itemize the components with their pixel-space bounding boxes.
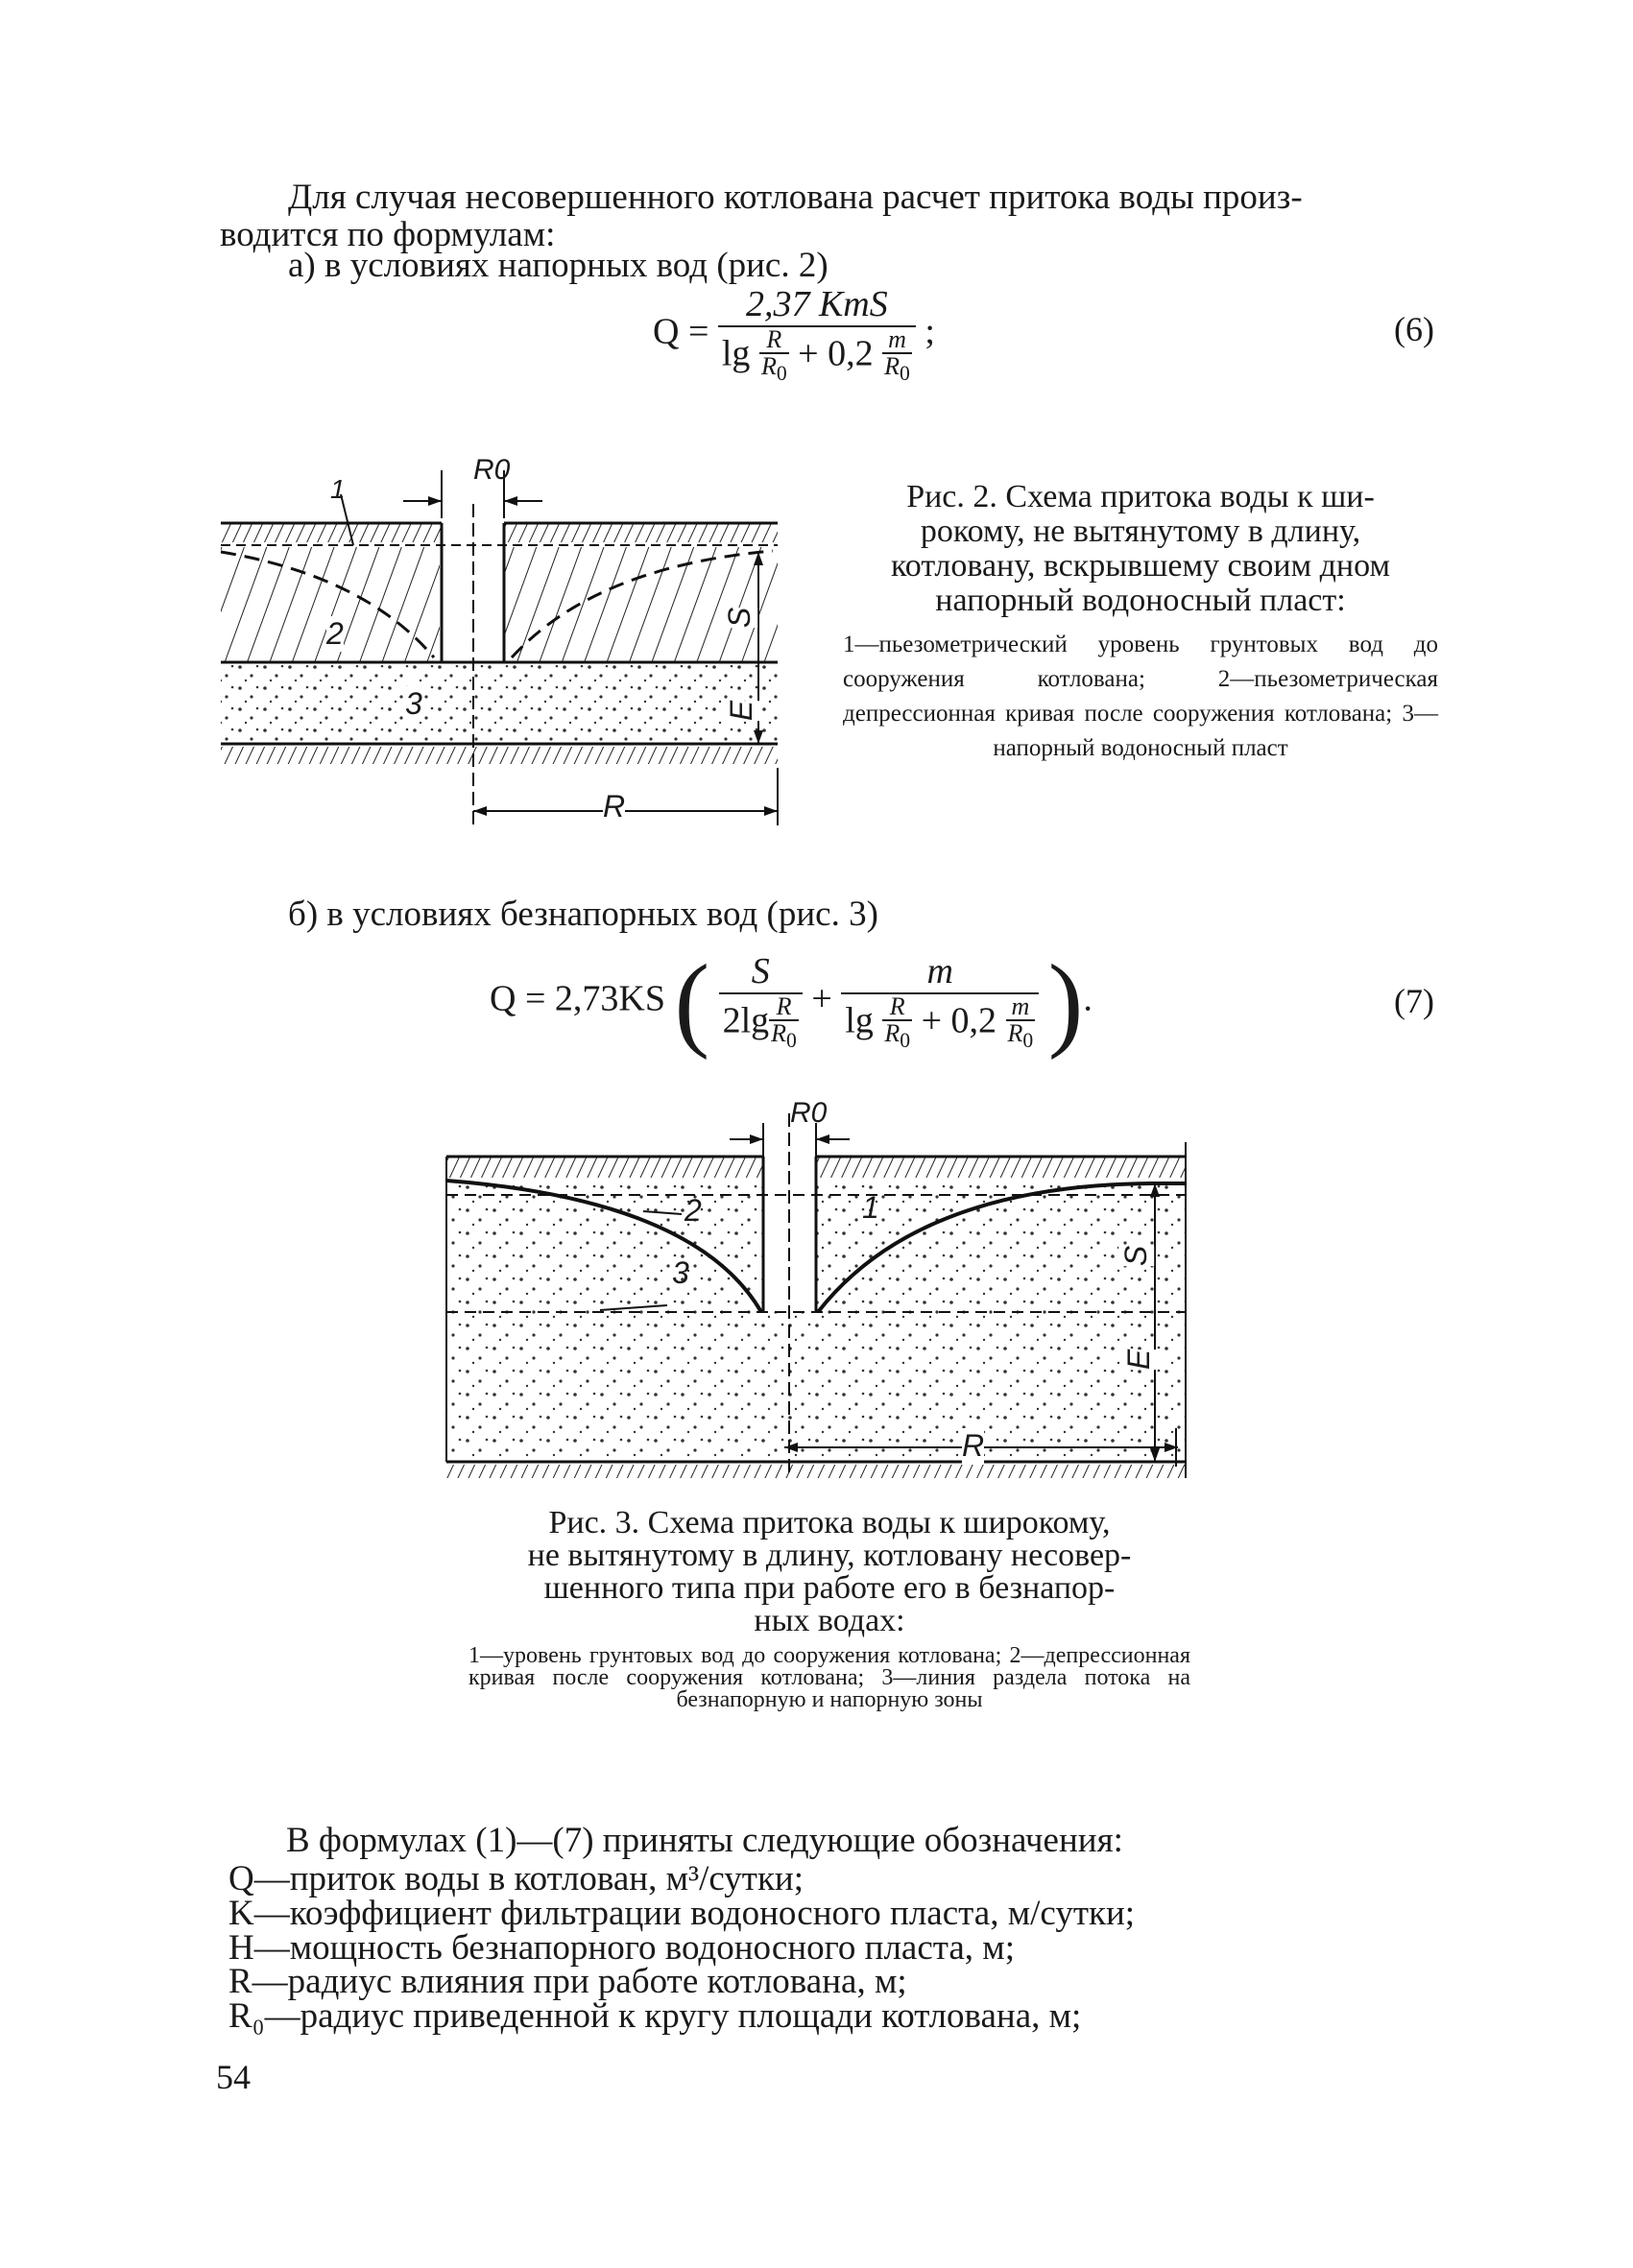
fig3-legend: 1—уровень грунтовых вод до сооружения котлована; 2—депрессионная кривая после сооружения котлована; 3—линия раздела потока на безнапорную и напорную зоны xyxy=(468,1643,1190,1712)
notation-item: K—коэффициент фильтрации водоносного пласта, м/сутки; xyxy=(228,1894,1136,1933)
fig3-label-3: 3 xyxy=(672,1255,689,1290)
fig2-label-s: S xyxy=(722,607,757,629)
fig2-legend: 1—пьезометрический уровень грунтовых вод до сооружения котлована; 2—пьезометрическая депрессионная кривая после сооружения котлована; 3—напорный водоносный пласт xyxy=(843,632,1438,761)
fig2-label-1: 1 xyxy=(330,474,346,504)
fig3-label-r0: R0 xyxy=(790,1097,828,1129)
fig2-caption-line: котловану, вскрывшему своим дном xyxy=(891,548,1390,584)
formula-7-term-2: m lg $\frac{R}{R_0}$ + 0,2 $\frac{m}{R_0}$ xyxy=(841,950,1039,1053)
formula-6: Q = 2,37 KmS lg $\frac{R}{R_0}$ + 0,2 $\frac{m}{R_0}$ ; xyxy=(653,284,935,386)
formula-7-term-1: S 2lg $\frac{R}{R_0}$ xyxy=(719,950,803,1053)
formula-7-number: (7) xyxy=(1394,982,1434,1020)
fig3-label-2: 2 xyxy=(684,1193,702,1228)
notation-item: R—радиус влияния при работе котлована, м; xyxy=(228,1962,907,2001)
formula-6-denominator: lg $\frac{R}{R_0}$ + 0,2 $\frac{m}{R_0}$ xyxy=(721,325,910,386)
fig3-caption xyxy=(468,1507,1190,1711)
intro-line-1: Для случая несовершенного котлована расчет притока воды произ- xyxy=(288,178,1303,217)
formula-7: Q = 2,73KS ( S 2lg $\frac{R}{R_0}$ + m lg $\frac{R}{R_0}$ + 0,2 $\frac{m}{R_0}$ ). xyxy=(490,943,1093,1061)
formula-6-numerator: 2,37 KmS xyxy=(718,283,916,327)
fig3-caption-line: Рис. 3. Схема притока воды к широкому, xyxy=(548,1505,1111,1540)
formula-6-fraction xyxy=(718,283,916,386)
fig2-label-e: E xyxy=(724,700,759,722)
notation-item: Q—приток воды в котлован, м³/сутки; xyxy=(228,1859,804,1898)
fig2-label-r0: R0 xyxy=(473,454,511,486)
formula-6-number: (6) xyxy=(1394,310,1434,348)
notation-intro: В формулах (1)—(7) приняты следующие обозначения: xyxy=(286,1821,1123,1860)
fig3-caption-line: шенного типа при работе его в безнапор- xyxy=(543,1570,1116,1606)
intro-line-2: водится по формулам: xyxy=(220,215,556,254)
notation-item: H—мощность безнапорного водоносного пласта, м; xyxy=(228,1928,1016,1968)
fig2-caption xyxy=(843,480,1438,766)
fig2-label-r: R xyxy=(603,789,626,824)
case-a-heading: а) в условиях напорных вод (рис. 2) xyxy=(288,246,829,285)
fig2-label-3: 3 xyxy=(405,686,422,721)
fig3-label-r: R xyxy=(962,1428,985,1463)
figure-3-diagram xyxy=(437,1113,1195,1478)
fig3-label-s: S xyxy=(1118,1245,1154,1267)
fig3-label-e: E xyxy=(1121,1349,1157,1371)
notation-item: R₀—радиус приведенной к кругу площади котлована, м; xyxy=(228,1996,1082,2036)
fig3-label-1: 1 xyxy=(862,1190,879,1225)
formula-6-lhs: Q = xyxy=(653,311,709,352)
page-number: 54 xyxy=(216,2058,251,2096)
notation-section xyxy=(228,1819,1135,2034)
fig2-caption-line: рокому, не вытянутому в длину, xyxy=(920,513,1361,549)
figure-2-diagram xyxy=(211,451,787,825)
case-b-heading: б) в условиях безнапорных вод (рис. 3) xyxy=(288,895,878,934)
fig2-label-2: 2 xyxy=(326,616,344,651)
fig2-caption-line: Рис. 2. Схема притока воды к ши- xyxy=(906,479,1375,514)
fig3-caption-line: ных водах: xyxy=(754,1603,905,1638)
fig3-caption-line: не вытянутому в длину, котловану несовер- xyxy=(527,1538,1132,1573)
fig2-caption-line: напорный водоносный пласт: xyxy=(935,583,1346,618)
